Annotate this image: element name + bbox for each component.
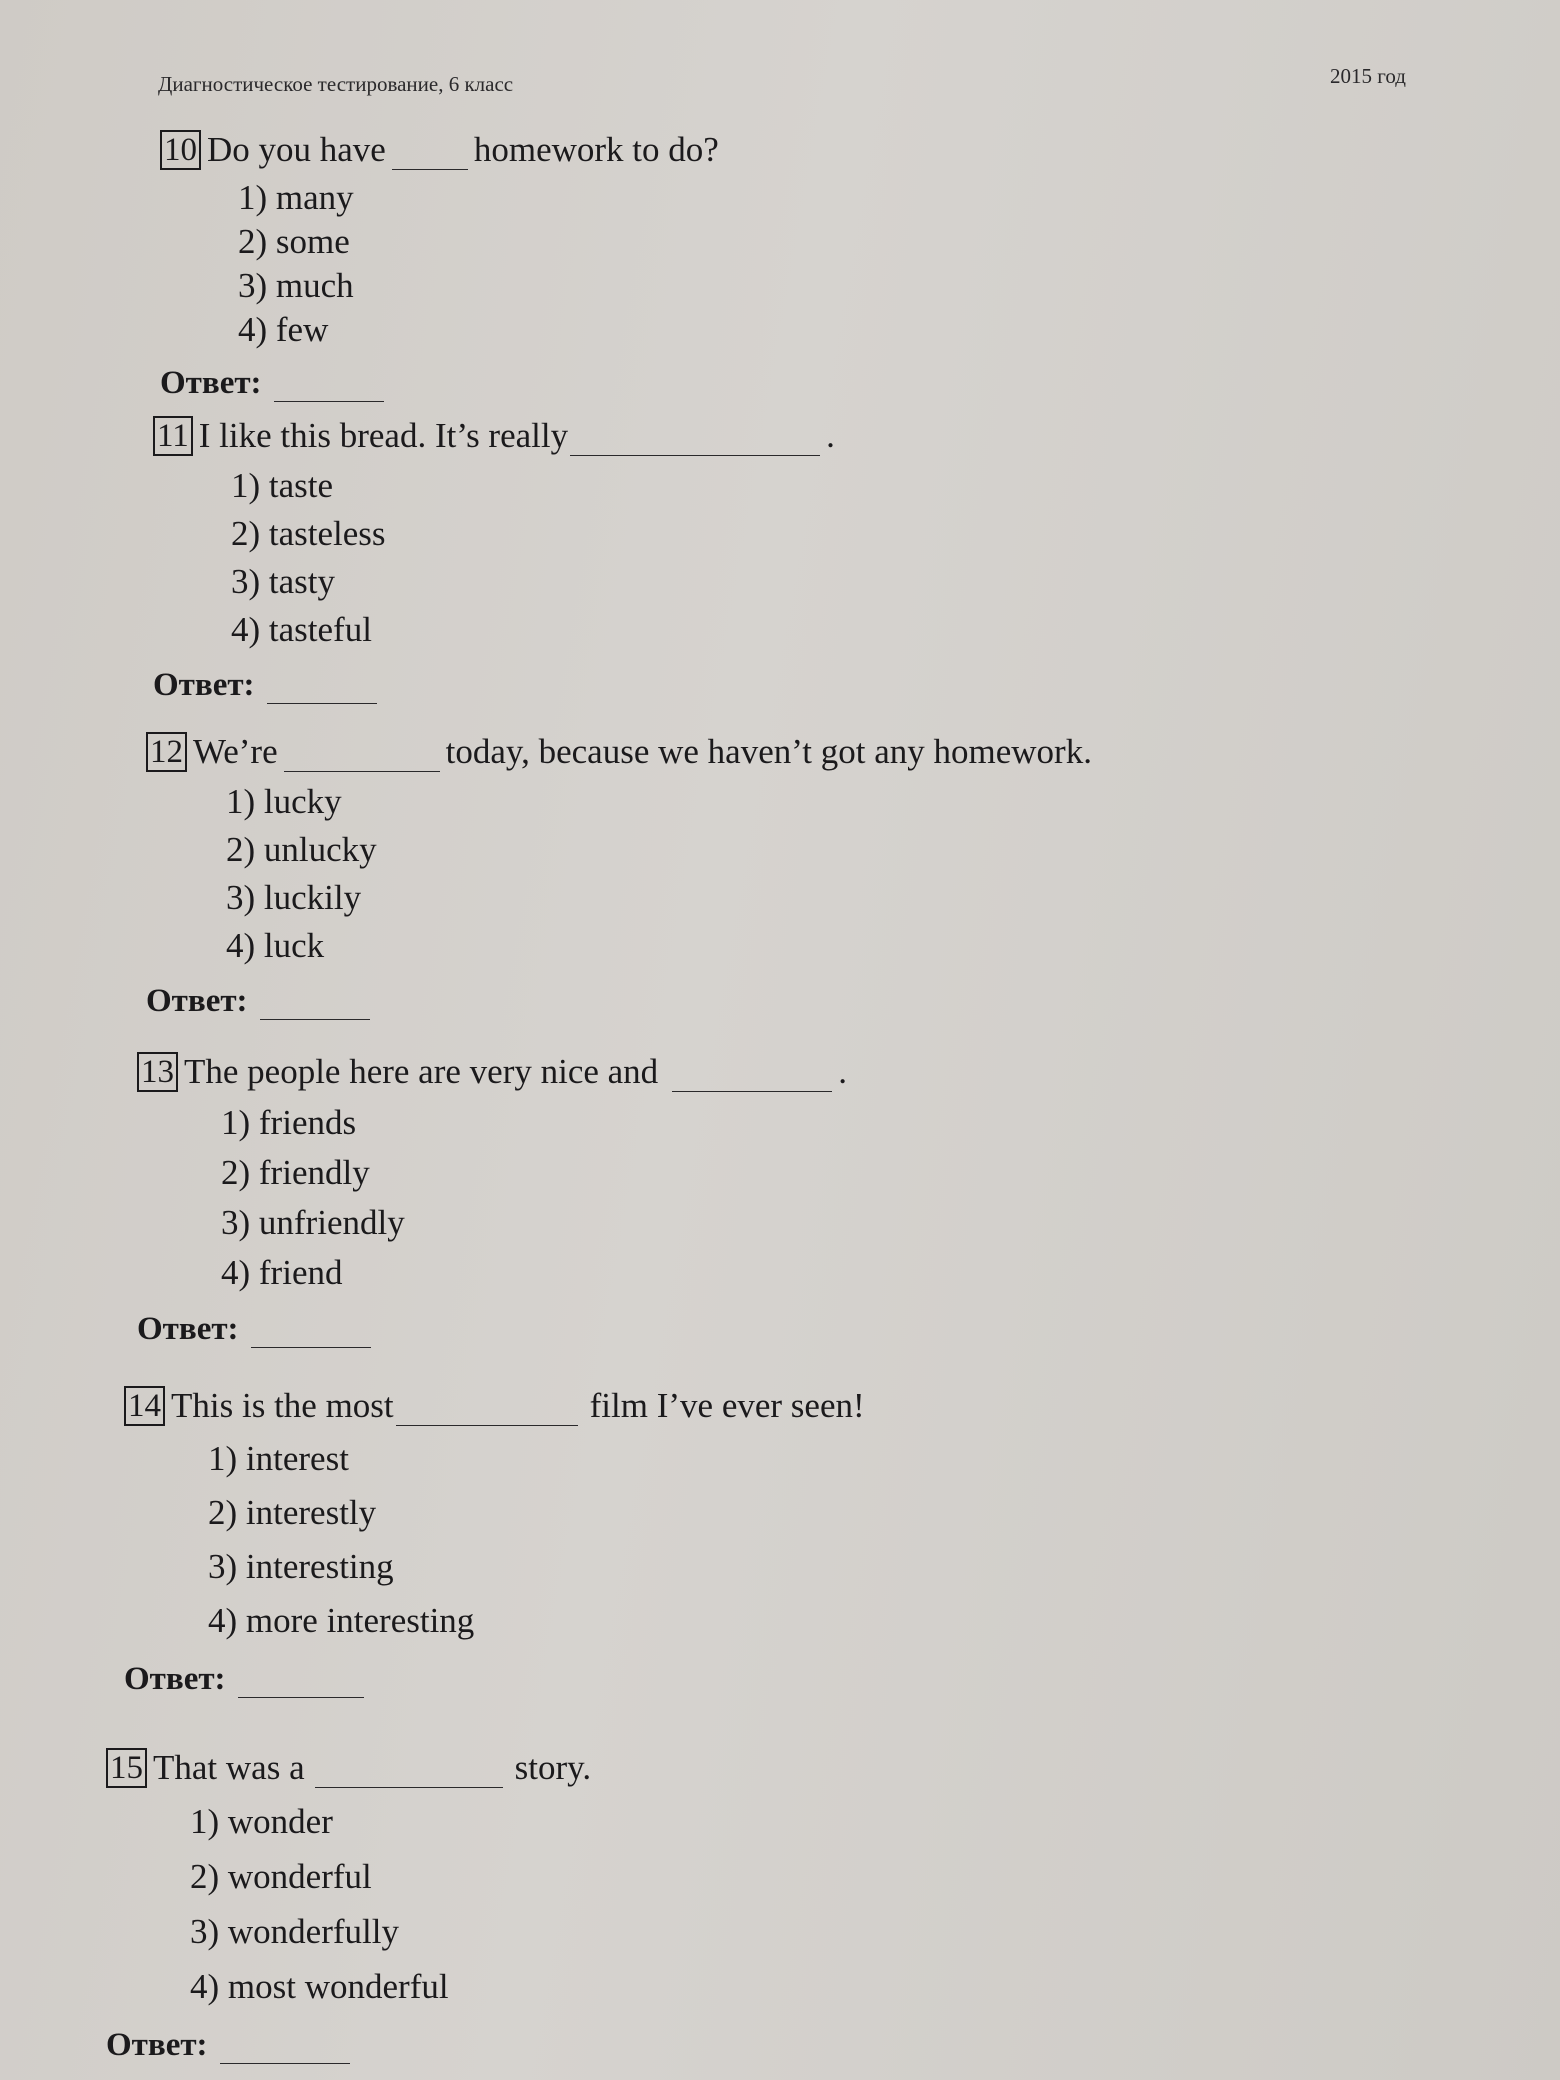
answer-field[interactable] bbox=[238, 1671, 364, 1698]
option-3[interactable]: 3) much bbox=[238, 266, 354, 305]
question-text-before: This is the most bbox=[171, 1386, 394, 1425]
answer-label: Ответ: bbox=[146, 983, 248, 1019]
option-2[interactable]: 2) interestly bbox=[208, 1493, 377, 1532]
answer-field[interactable] bbox=[260, 993, 370, 1020]
answer-row bbox=[160, 356, 719, 402]
option-3[interactable]: 3) unfriendly bbox=[221, 1203, 405, 1242]
options-list bbox=[226, 778, 1092, 970]
option-1[interactable]: 1) interest bbox=[208, 1439, 349, 1478]
option-3[interactable]: 3) wonderfully bbox=[190, 1912, 399, 1951]
answer-field[interactable] bbox=[274, 375, 384, 402]
question-10 bbox=[160, 124, 719, 402]
question-12 bbox=[146, 726, 1092, 1020]
answer-label: Ответ: bbox=[106, 2027, 208, 2063]
header-year: 2015 год bbox=[1330, 64, 1406, 88]
question-14 bbox=[124, 1380, 865, 1698]
answer-field[interactable] bbox=[251, 1321, 371, 1348]
options-list bbox=[238, 176, 719, 352]
option-3[interactable]: 3) interesting bbox=[208, 1547, 394, 1586]
option-2[interactable]: 2) tasteless bbox=[231, 514, 386, 553]
question-text bbox=[137, 1046, 847, 1092]
question-text-after: homework to do? bbox=[473, 130, 719, 169]
question-text-before: The people here are very nice and bbox=[184, 1052, 659, 1091]
question-text-after: story. bbox=[514, 1748, 592, 1787]
answer-label: Ответ: bbox=[160, 365, 262, 401]
options-list bbox=[221, 1098, 847, 1298]
question-text-before: That was a bbox=[153, 1748, 305, 1787]
answer-gap bbox=[570, 425, 820, 456]
question-text-after: . bbox=[838, 1052, 847, 1091]
option-1[interactable]: 1) many bbox=[238, 178, 354, 217]
option-4[interactable]: 4) luck bbox=[226, 926, 325, 965]
option-1[interactable]: 1) lucky bbox=[226, 782, 342, 821]
option-4[interactable]: 4) few bbox=[238, 310, 329, 349]
option-1[interactable]: 1) friends bbox=[221, 1103, 357, 1142]
question-text-after: film I’ve ever seen! bbox=[589, 1386, 865, 1425]
answer-row bbox=[124, 1652, 865, 1698]
answer-gap bbox=[284, 741, 440, 772]
question-11 bbox=[153, 410, 835, 704]
answer-row bbox=[137, 1302, 847, 1348]
option-4[interactable]: 4) friend bbox=[221, 1253, 343, 1292]
option-3[interactable]: 3) luckily bbox=[226, 878, 362, 917]
answer-gap bbox=[396, 1395, 578, 1426]
options-list bbox=[208, 1432, 865, 1648]
question-number: 10 bbox=[160, 130, 201, 170]
question-text bbox=[146, 726, 1092, 772]
answer-row bbox=[153, 658, 835, 704]
option-2[interactable]: 2) some bbox=[238, 222, 350, 261]
question-text bbox=[106, 1742, 591, 1788]
option-1[interactable]: 1) wonder bbox=[190, 1802, 333, 1841]
question-text bbox=[160, 124, 719, 170]
option-2[interactable]: 2) friendly bbox=[221, 1153, 370, 1192]
question-text-after: . bbox=[826, 416, 835, 455]
question-number: 11 bbox=[153, 416, 193, 456]
question-text bbox=[124, 1380, 865, 1426]
answer-gap bbox=[315, 1757, 503, 1788]
answer-label: Ответ: bbox=[137, 1311, 239, 1347]
question-text bbox=[153, 410, 835, 456]
option-4[interactable]: 4) most wonderful bbox=[190, 1967, 449, 2006]
question-number: 15 bbox=[106, 1748, 147, 1788]
question-number: 12 bbox=[146, 732, 187, 772]
question-number: 14 bbox=[124, 1386, 165, 1426]
question-13 bbox=[137, 1046, 847, 1348]
options-list bbox=[231, 462, 835, 654]
question-15 bbox=[106, 1742, 591, 2064]
answer-row bbox=[146, 974, 1092, 1020]
question-text-before: Do you have bbox=[207, 130, 386, 169]
option-2[interactable]: 2) unlucky bbox=[226, 830, 377, 869]
option-2[interactable]: 2) wonderful bbox=[190, 1857, 372, 1896]
answer-label: Ответ: bbox=[124, 1661, 226, 1697]
answer-field[interactable] bbox=[220, 2037, 350, 2064]
options-list bbox=[190, 1794, 591, 2014]
answer-gap bbox=[392, 139, 468, 170]
answer-field[interactable] bbox=[267, 677, 377, 704]
question-text-before: We’re bbox=[193, 732, 278, 771]
header-title: Диагностическое тестирование, 6 класс bbox=[158, 72, 514, 96]
question-text-before: I like this bread. It’s really bbox=[198, 416, 569, 455]
question-text-after: today, because we haven’t got any homework. bbox=[445, 732, 1092, 771]
option-4[interactable]: 4) tasteful bbox=[231, 610, 372, 649]
option-4[interactable]: 4) more interesting bbox=[208, 1601, 475, 1640]
option-3[interactable]: 3) tasty bbox=[231, 562, 336, 601]
answer-gap bbox=[672, 1061, 832, 1092]
answer-label: Ответ: bbox=[153, 667, 255, 703]
option-1[interactable]: 1) taste bbox=[231, 466, 334, 505]
answer-row bbox=[106, 2018, 591, 2064]
question-number: 13 bbox=[137, 1052, 178, 1092]
